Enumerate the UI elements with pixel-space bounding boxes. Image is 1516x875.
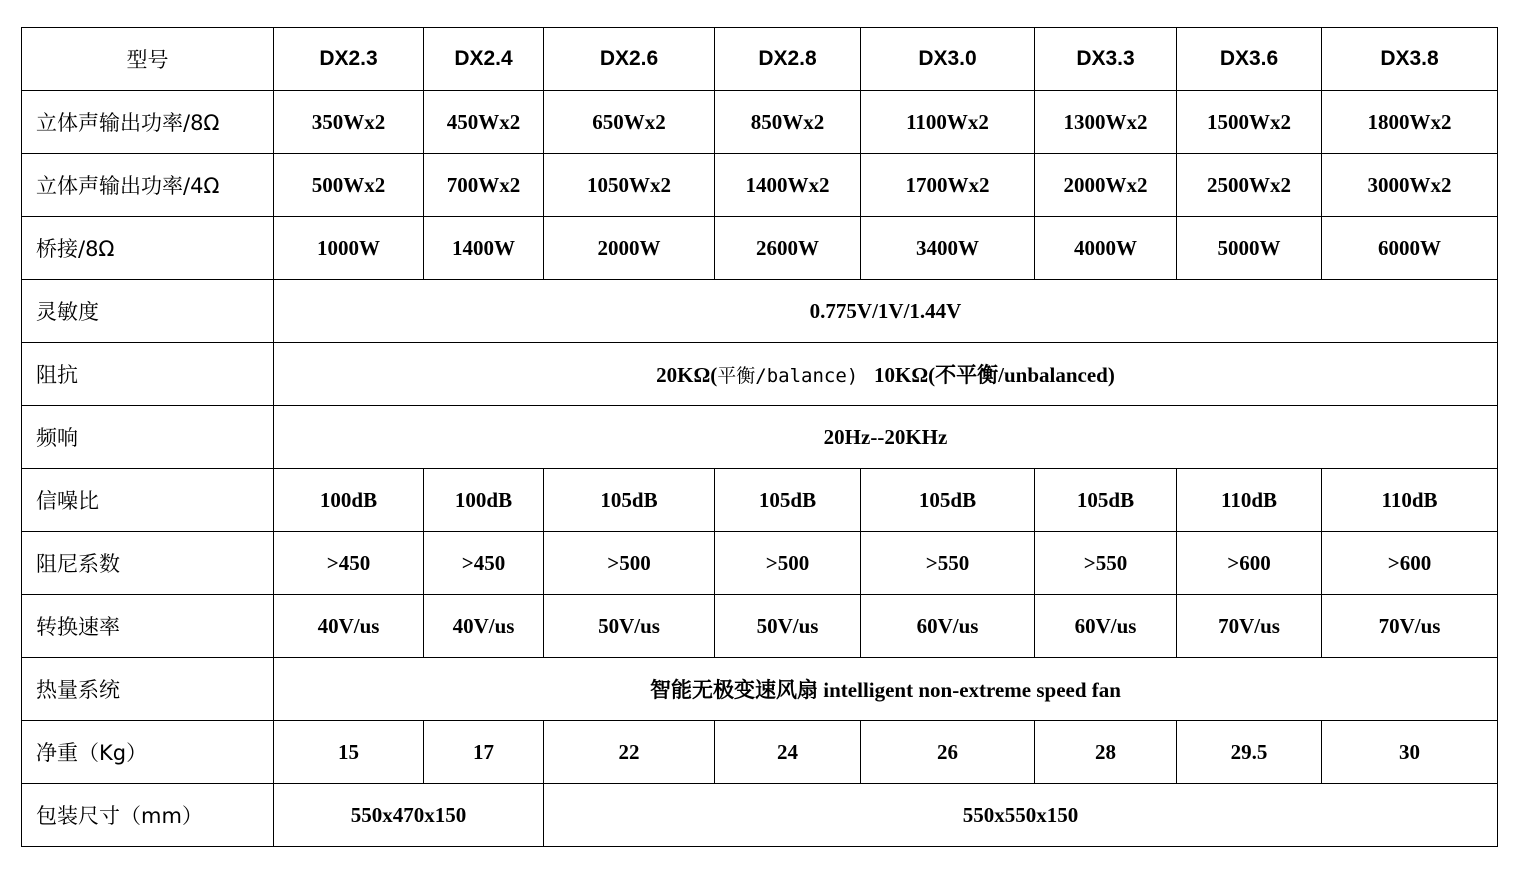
- spec-cell: >450: [424, 532, 544, 595]
- spec-cell: 26: [861, 721, 1035, 784]
- spec-cell: 850Wx2: [715, 91, 861, 154]
- spec-cell: 105dB: [861, 469, 1035, 532]
- spec-cell: 60V/us: [1035, 595, 1177, 658]
- slew-rate-row: [22, 595, 1498, 658]
- spec-cell: 105dB: [1035, 469, 1177, 532]
- model-header-cell: DX3.3: [1035, 28, 1177, 91]
- spec-cell: 60V/us: [861, 595, 1035, 658]
- model-header-cell: DX2.6: [544, 28, 715, 91]
- spec-cell: 5000W: [1177, 217, 1322, 280]
- model-header-cell: DX2.3: [274, 28, 424, 91]
- spec-cell: 17: [424, 721, 544, 784]
- impedance-balanced-text: 平衡/balance): [717, 365, 859, 387]
- spec-cell: 110dB: [1177, 469, 1322, 532]
- row-label: 热量系统: [22, 658, 274, 721]
- model-header-cell: DX3.6: [1177, 28, 1322, 91]
- spec-cell: 3400W: [861, 217, 1035, 280]
- impedance-unbalanced-value: 10KΩ(: [874, 363, 936, 387]
- damping-row: [22, 532, 1498, 595]
- spec-cell: >500: [544, 532, 715, 595]
- spec-cell: 50V/us: [715, 595, 861, 658]
- spec-table: [21, 27, 1498, 847]
- spec-cell: 40V/us: [424, 595, 544, 658]
- spec-cell: 100dB: [424, 469, 544, 532]
- spec-cell: 29.5: [1177, 721, 1322, 784]
- header-row: [22, 28, 1498, 91]
- spec-cell: 2600W: [715, 217, 861, 280]
- row-label: 包装尺寸（mm）: [22, 784, 274, 847]
- spec-cell: 70V/us: [1322, 595, 1498, 658]
- row-label: 净重（Kg）: [22, 721, 274, 784]
- spec-cell: 1300Wx2: [1035, 91, 1177, 154]
- model-header-label: 型号: [22, 28, 274, 91]
- spec-cell: 2000Wx2: [1035, 154, 1177, 217]
- spec-cell: 40V/us: [274, 595, 424, 658]
- spec-cell: 1050Wx2: [544, 154, 715, 217]
- spec-cell: 100dB: [274, 469, 424, 532]
- spec-cell: >600: [1322, 532, 1498, 595]
- row-label: 立体声输出功率/4Ω: [22, 154, 274, 217]
- spec-cell: 1100Wx2: [861, 91, 1035, 154]
- spec-cell: 700Wx2: [424, 154, 544, 217]
- spec-cell: 4000W: [1035, 217, 1177, 280]
- spec-cell: 30: [1322, 721, 1498, 784]
- spec-cell: 6000W: [1322, 217, 1498, 280]
- spec-cell: 500Wx2: [274, 154, 424, 217]
- spec-cell: >600: [1177, 532, 1322, 595]
- spec-cell: 350Wx2: [274, 91, 424, 154]
- row-label: 立体声输出功率/8Ω: [22, 91, 274, 154]
- snr-row: [22, 469, 1498, 532]
- model-header-cell: DX2.4: [424, 28, 544, 91]
- package-size-row: [22, 784, 1498, 847]
- sensitivity-value: 0.775V/1V/1.44V: [274, 280, 1498, 343]
- net-weight-row: [22, 721, 1498, 784]
- row-label: 阻抗: [22, 343, 274, 406]
- stereo-8ohm-row: [22, 91, 1498, 154]
- spec-cell: 110dB: [1322, 469, 1498, 532]
- row-label: 转换速率: [22, 595, 274, 658]
- package-size-large: 550x550x150: [544, 784, 1498, 847]
- spec-cell: 105dB: [544, 469, 715, 532]
- row-label: 频响: [22, 406, 274, 469]
- spec-cell: 1000W: [274, 217, 424, 280]
- spec-cell: 1700Wx2: [861, 154, 1035, 217]
- bridge-8ohm-row: [22, 217, 1498, 280]
- spec-cell: 28: [1035, 721, 1177, 784]
- frequency-response-value: 20Hz--20KHz: [274, 406, 1498, 469]
- impedance-balanced-value: 20KΩ(: [656, 363, 718, 387]
- spec-cell: 24: [715, 721, 861, 784]
- row-label: 灵敏度: [22, 280, 274, 343]
- spec-cell: 22: [544, 721, 715, 784]
- spec-cell: >550: [1035, 532, 1177, 595]
- spec-cell: 2500Wx2: [1177, 154, 1322, 217]
- model-header-cell: DX3.0: [861, 28, 1035, 91]
- frequency-response-row: [22, 406, 1498, 469]
- spec-cell: 105dB: [715, 469, 861, 532]
- spec-cell: 1400W: [424, 217, 544, 280]
- model-header-cell: DX3.8: [1322, 28, 1498, 91]
- spec-cell: 1400Wx2: [715, 154, 861, 217]
- spec-cell: >550: [861, 532, 1035, 595]
- spec-cell: >450: [274, 532, 424, 595]
- impedance-row: [22, 343, 1498, 406]
- spec-cell: 450Wx2: [424, 91, 544, 154]
- spec-cell: 3000Wx2: [1322, 154, 1498, 217]
- cooling-value: 智能无极变速风扇 intelligent non-extreme speed fan: [274, 658, 1498, 721]
- stereo-4ohm-row: [22, 154, 1498, 217]
- impedance-value: [274, 343, 1498, 406]
- sensitivity-row: [22, 280, 1498, 343]
- spec-cell: 15: [274, 721, 424, 784]
- spec-cell: 2000W: [544, 217, 715, 280]
- spec-cell: >500: [715, 532, 861, 595]
- impedance-unbalanced-cn: 不平衡: [935, 363, 999, 387]
- row-label: 信噪比: [22, 469, 274, 532]
- spec-cell: 1500Wx2: [1177, 91, 1322, 154]
- spec-cell: 70V/us: [1177, 595, 1322, 658]
- spec-cell: 1800Wx2: [1322, 91, 1498, 154]
- spec-cell: 650Wx2: [544, 91, 715, 154]
- spec-cell: 50V/us: [544, 595, 715, 658]
- package-size-small: 550x470x150: [274, 784, 544, 847]
- cooling-row: [22, 658, 1498, 721]
- row-label: 阻尼系数: [22, 532, 274, 595]
- impedance-unbalanced-en: /unbalanced): [998, 363, 1115, 387]
- model-header-cell: DX2.8: [715, 28, 861, 91]
- row-label: 桥接/8Ω: [22, 217, 274, 280]
